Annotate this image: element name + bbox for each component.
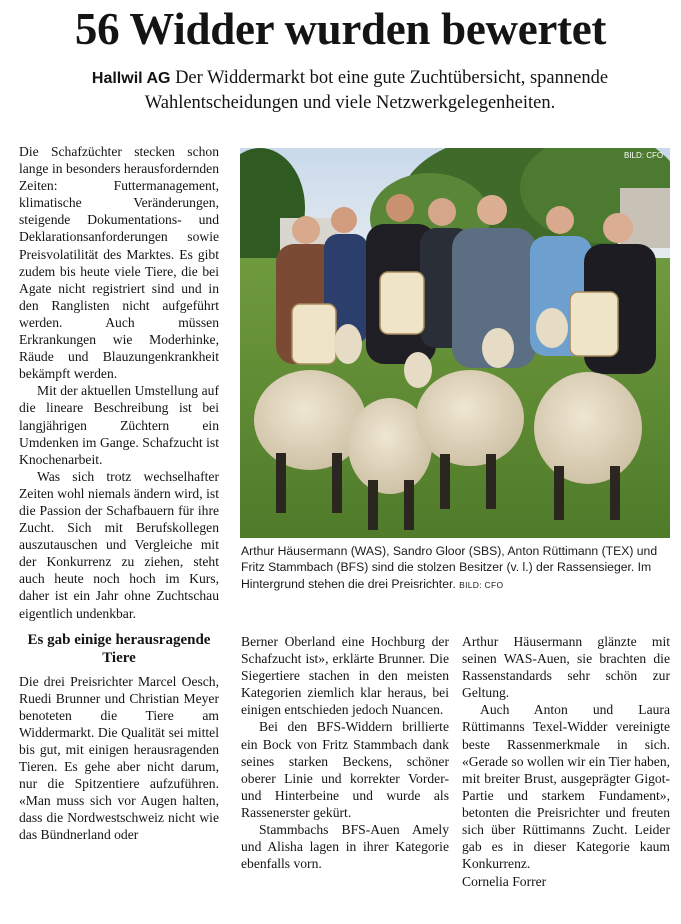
headline: 56 Widder wurden bewertet	[74, 4, 607, 54]
subheading: Es gab einige herausragende Tiere	[27, 631, 211, 666]
article-photo	[240, 148, 670, 538]
article-column-3	[462, 633, 670, 923]
paragraph: Bei den BFS-Widdern brillierte ein Bock von Fritz Stammbach dank seines starken Beckens, schöner oberer Linie und korrekter Vorder- und Hinterbeine und wurde als Rassenerster gekürt.	[241, 719, 449, 820]
paragraph: Die drei Preisrichter Marcel Oesch, Ruedi Brunner und Christian Meyer benoteten die Tiere am Widdermarkt. Die Qualität sei mittel bis gut, mit einigen herausragenden Tieren. Es gehe aber nicht darum, nur die Spitzentiere aufzuführen. «Man muss sich vor Augen halten, dass die Nordwestschweiz nicht wie das Bündnerland oder	[19, 673, 219, 843]
photo-caption	[241, 543, 671, 593]
article-column-1	[19, 143, 219, 923]
paragraph: Was sich trotz wechselhafter Zeiten wohl niemals ändern wird, ist die Passion der Schafbauern für ihre Zucht. Sich mit Berufskollegen auszutauschen und Vergleiche mit der Konkurrenz zu ziehen, steht auch heute noch hoch im Kurs, daher ist ein Jahr ohne Zuchtschau eigentlich undenkbar.	[19, 468, 219, 621]
author-byline: Cornelia Forrer	[462, 874, 547, 890]
paragraph: Arthur Häusermann glänzte mit seinen WAS-Auen, sie brachten die Rassenstandards sehr schön zur Geltung.	[462, 634, 670, 701]
caption-text: Arthur Häusermann (WAS), Sandro Gloor (SBS), Anton Rüttimann (TEX) und Fritz Stammbach (BFS) sind die stolzen Besitzer (v. l.) der Rassensieger. Im Hintergrund stehen die drei Preisrichter.	[241, 544, 658, 591]
paragraph: Die Schafzüchter stecken schon lange in besonders herausfordernden Zeiten: Futtermanagement, klimatische Veränderungen, steigende Dokumentations- und Deklarationsanforderungen sowie Preisvolatilität des Marktes. Es gibt zudem bis heute viele Tiere, die bei Agate nicht registriert sind und in den Ranglisten nicht aufgeführt werden. Auch müssen Erkrankungen wie Moderhinke, Räude und Blauzungenkrankheit bekämpft werden.	[19, 144, 219, 382]
photo-credit-overlay: BILD: CFO	[624, 151, 664, 160]
paragraph: Berner Oberland eine Hochburg der Schafzucht ist», erklärte Brunner. Die Siegertiere stachen in den meisten Kategorien ziemlich klar heraus, bei einigen entschieden jedoch Nuancen.	[241, 634, 449, 718]
dateline-place: Hallwil AG	[91, 70, 171, 87]
photo-credit: BILD: CFO	[459, 579, 504, 590]
paragraph: Auch Anton und Laura Rüttimanns Texel-Widder vereinigte beste Rassenmerkmale in sich. «Gerade so wollen wir ein Tier haben, mit breiter Brust, ausgeprägter Gigot-Partie und starkem Fundament», betonten die Preisrichter und freuten sich über Rüttimanns Zucht. Leider gab es in dieser Kategorie kaum Konkurrenz.	[462, 702, 670, 872]
lead-text: Der Widdermarkt bot eine gute Zuchtübersicht, spannende Wahlentscheidungen und viele Netzwerkgelegenheiten.	[144, 68, 609, 113]
paragraph: Stammbachs BFS-Auen Amely und Alisha lagen in ihrer Kategorie ebenfalls vorn.	[241, 822, 449, 872]
lead-paragraph	[30, 66, 670, 116]
article-column-2	[241, 633, 449, 923]
paragraph: Mit der aktuellen Umstellung auf die lineare Beschreibung ist bei langjährigen Züchtern ein Umdenken im Gange. Schafzucht ist Knochenarbeit.	[19, 383, 219, 467]
